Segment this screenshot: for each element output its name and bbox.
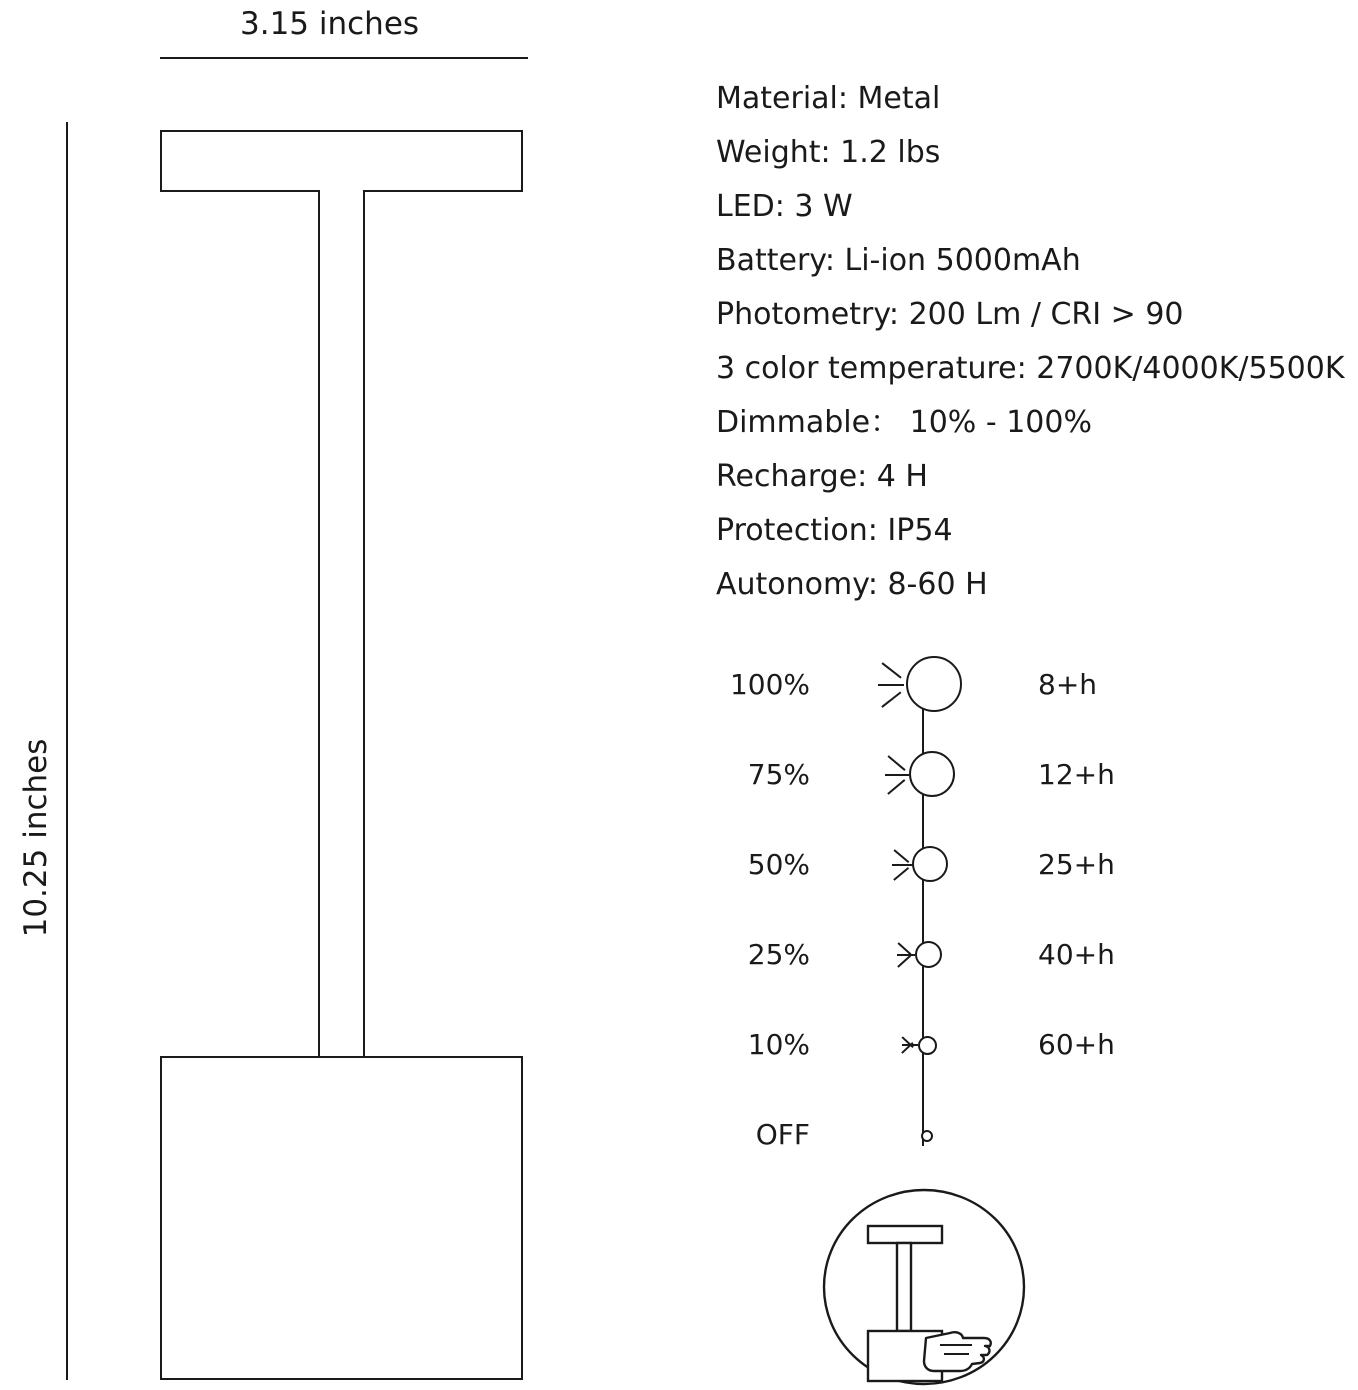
brightness-row-off [716,1098,1176,1188]
spec-item-led: LED: 3 W [716,189,853,224]
brightness-bulb-icon [876,648,972,738]
brightness-bulb-icon [876,918,972,1008]
brightness-runtime-label: 12+h [1038,758,1115,791]
spec-item-photometry: Photometry: 200 Lm / CRI > 90 [716,297,1184,332]
spec-item-recharge: Recharge: 4 H [716,459,928,494]
brightness-percent-label: 75% [747,758,810,791]
brightness-runtime-label: 40+h [1038,938,1115,971]
brightness-percent-label: 10% [747,1028,810,1061]
brightness-off-icon [876,1098,972,1188]
brightness-runtime-label: 8+h [1038,668,1098,701]
touch-control-icon [822,1188,1026,1386]
brightness-row-10 [716,1008,1176,1098]
lamp-stem-shape [318,190,365,1060]
brightness-percent-label: 100% [729,668,810,701]
brightness-row-100 [716,648,1176,738]
brightness-percent-label: 50% [747,848,810,881]
spec-item-weight: Weight: 1.2 lbs [716,135,941,170]
brightness-bulb-icon [876,828,972,918]
brightness-row-50 [716,828,1176,918]
brightness-bulb-icon [876,1008,972,1098]
spec-item-color-temperature: 3 color temperature: 2700K/4000K/5500K [716,351,1345,386]
brightness-runtime-label: 25+h [1038,848,1115,881]
width-dimension-label: 3.15 inches [240,6,420,42]
spec-item-autonomy: Autonomy: 8-60 H [716,567,988,602]
height-dimension-line [66,122,68,1380]
brightness-row-75 [716,738,1176,828]
brightness-runtime-label: 60+h [1038,1028,1115,1061]
spec-item-protection: Protection: IP54 [716,513,953,548]
spec-item-dimmable: Dimmable： 10% - 100% [716,405,1092,440]
lamp-base-shape [160,1056,523,1380]
brightness-bulb-icon [876,738,972,828]
spec-item-material: Material: Metal [716,81,941,116]
height-dimension-label: 10.25 inches [18,738,54,938]
spec-item-battery: Battery: Li-ion 5000mAh [716,243,1081,278]
brightness-percent-label: 25% [747,938,810,971]
brightness-row-25 [716,918,1176,1008]
brightness-level-chart [716,648,1176,1168]
specification-list [716,72,1356,612]
width-dimension-line [160,57,528,59]
lamp-head-shape [160,130,523,192]
brightness-percent-label: OFF [755,1118,810,1151]
